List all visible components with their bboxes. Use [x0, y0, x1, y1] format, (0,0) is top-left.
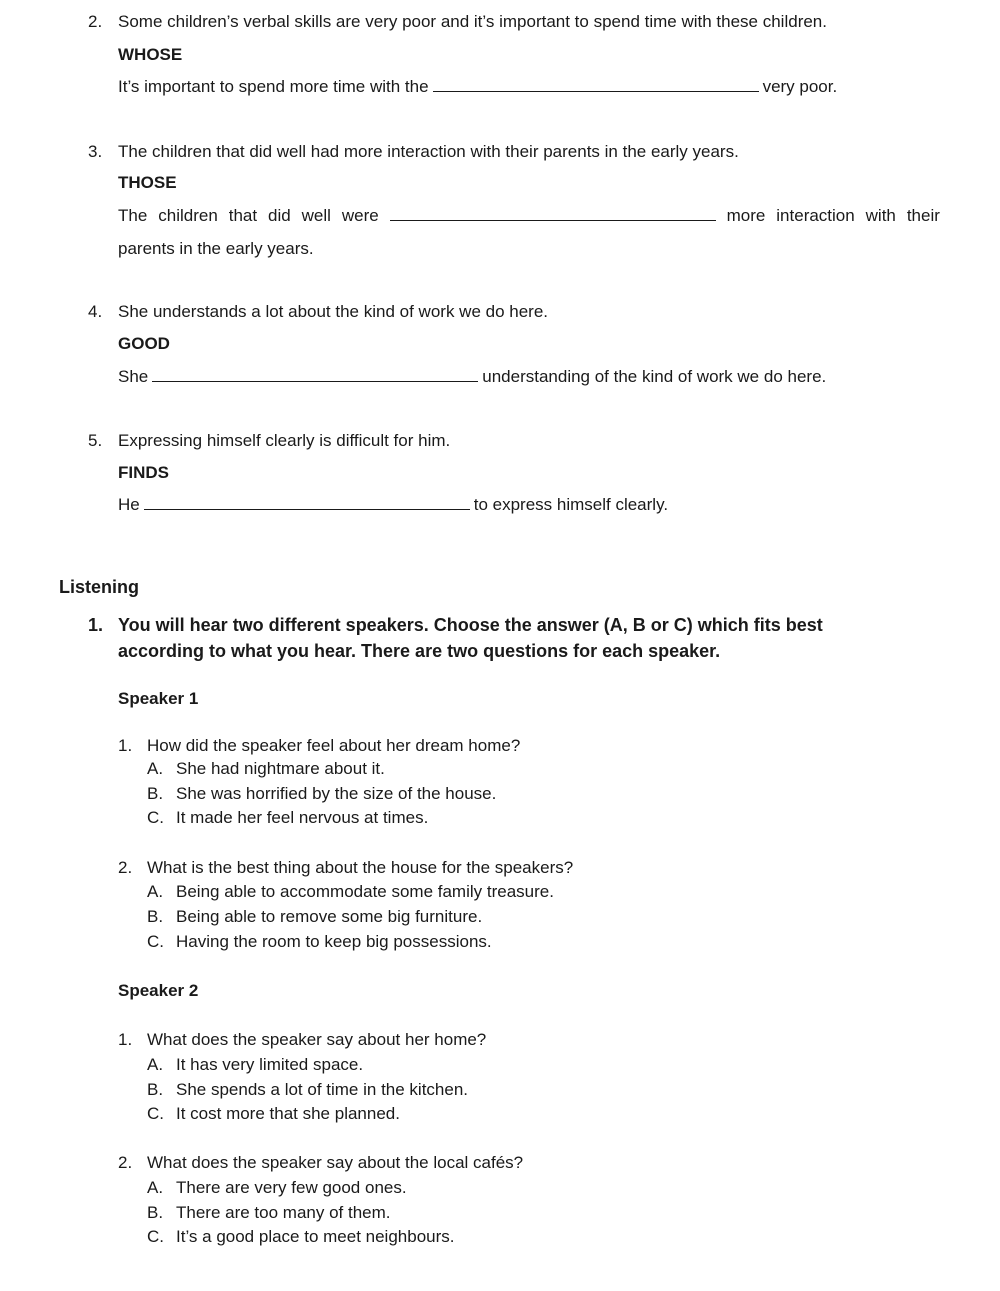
item-sentence: Some children’s verbal skills are very poor and it’s important to spend time with these children. — [118, 12, 827, 31]
item-answer-line — [118, 77, 837, 97]
answer-blank[interactable] — [433, 77, 759, 92]
answer-word: The — [118, 206, 148, 225]
question-number: 1. — [118, 736, 133, 755]
answer-word: more — [726, 206, 766, 225]
question-text: What is the best thing about the house for the speakers? — [147, 858, 574, 877]
answer-word: did — [268, 206, 291, 225]
option-text[interactable]: She spends a lot of time in the kitchen. — [176, 1080, 469, 1099]
option-text[interactable]: It made her feel nervous at times. — [176, 808, 429, 827]
item-keyword: GOOD — [118, 334, 170, 353]
option-letter[interactable]: A. — [147, 1055, 164, 1074]
answer-prefix: He — [118, 495, 140, 514]
speaker-label: Speaker 2 — [118, 981, 199, 1000]
answer-suffix: to express himself clearly. — [473, 495, 669, 514]
option-letter[interactable]: B. — [147, 784, 164, 803]
option-letter[interactable]: A. — [147, 882, 164, 901]
option-letter[interactable]: B. — [147, 1080, 164, 1099]
item-answer-line — [118, 495, 668, 515]
option-text[interactable]: Being able to remove some big furniture. — [176, 907, 483, 926]
item-number: 3. — [88, 142, 103, 161]
question-text: How did the speaker feel about her dream home? — [147, 736, 521, 755]
answer-prefix: She — [118, 367, 149, 386]
item-sentence: She understands a lot about the kind of work we do here. — [118, 302, 548, 321]
answer-word: their — [906, 206, 940, 225]
item-keyword: FINDS — [118, 463, 169, 482]
answer-continuation: parents in the early years. — [118, 239, 314, 258]
question-text: What does the speaker say about her home? — [147, 1030, 487, 1049]
option-text[interactable]: It cost more that she planned. — [176, 1104, 400, 1123]
option-text[interactable]: There are very few good ones. — [176, 1178, 407, 1197]
option-letter[interactable]: C. — [147, 1227, 164, 1246]
option-letter[interactable]: B. — [147, 907, 164, 926]
item-answer-line — [118, 206, 940, 226]
option-letter[interactable]: A. — [147, 759, 164, 778]
answer-word: well — [301, 206, 331, 225]
option-letter[interactable]: C. — [147, 808, 164, 827]
answer-word: were — [341, 206, 379, 225]
option-letter[interactable]: C. — [147, 1104, 164, 1123]
question-number: 1. — [118, 1030, 133, 1049]
speaker-label: Speaker 1 — [118, 689, 199, 708]
option-letter[interactable]: B. — [147, 1203, 164, 1222]
question-number: 2. — [118, 1153, 133, 1172]
task-instruction-line2: according to what you hear. There are two questions for each speaker. — [118, 641, 721, 661]
answer-word: that — [228, 206, 258, 225]
item-number: 2. — [88, 12, 103, 31]
answer-suffix: understanding of the kind of work we do here. — [482, 367, 827, 386]
option-letter[interactable]: A. — [147, 1178, 164, 1197]
option-text[interactable]: Being able to accommodate some family treasure. — [176, 882, 554, 901]
answer-blank[interactable] — [152, 367, 478, 382]
answer-prefix: It’s important to spend more time with the — [118, 77, 429, 96]
question-text: What does the speaker say about the local cafés? — [147, 1153, 524, 1172]
item-keyword: WHOSE — [118, 45, 183, 64]
option-text[interactable]: It’s a good place to meet neighbours. — [176, 1227, 455, 1246]
answer-blank[interactable] — [144, 495, 470, 510]
answer-suffix: very poor. — [762, 77, 838, 96]
option-text[interactable]: She was horrified by the size of the house. — [176, 784, 497, 803]
task-number: 1. — [88, 615, 104, 635]
option-letter[interactable]: C. — [147, 932, 164, 951]
task-instruction-line1: You will hear two different speakers. Choose the answer (A, B or C) which fits best — [118, 615, 823, 635]
option-text[interactable]: Having the room to keep big possessions. — [176, 932, 492, 951]
answer-word: with — [865, 206, 896, 225]
question-number: 2. — [118, 858, 133, 877]
item-answer-line — [118, 367, 826, 387]
item-number: 5. — [88, 431, 103, 450]
answer-word: children — [158, 206, 218, 225]
item-sentence: Expressing himself clearly is difficult for him. — [118, 431, 451, 450]
option-text[interactable]: It has very limited space. — [176, 1055, 364, 1074]
item-keyword: THOSE — [118, 173, 177, 192]
answer-blank[interactable] — [390, 206, 716, 221]
section-heading: Listening — [59, 577, 139, 597]
item-sentence: The children that did well had more interaction with their parents in the early years. — [118, 142, 739, 161]
answer-word: interaction — [776, 206, 855, 225]
item-number: 4. — [88, 302, 103, 321]
option-text[interactable]: There are too many of them. — [176, 1203, 391, 1222]
option-text[interactable]: She had nightmare about it. — [176, 759, 385, 778]
